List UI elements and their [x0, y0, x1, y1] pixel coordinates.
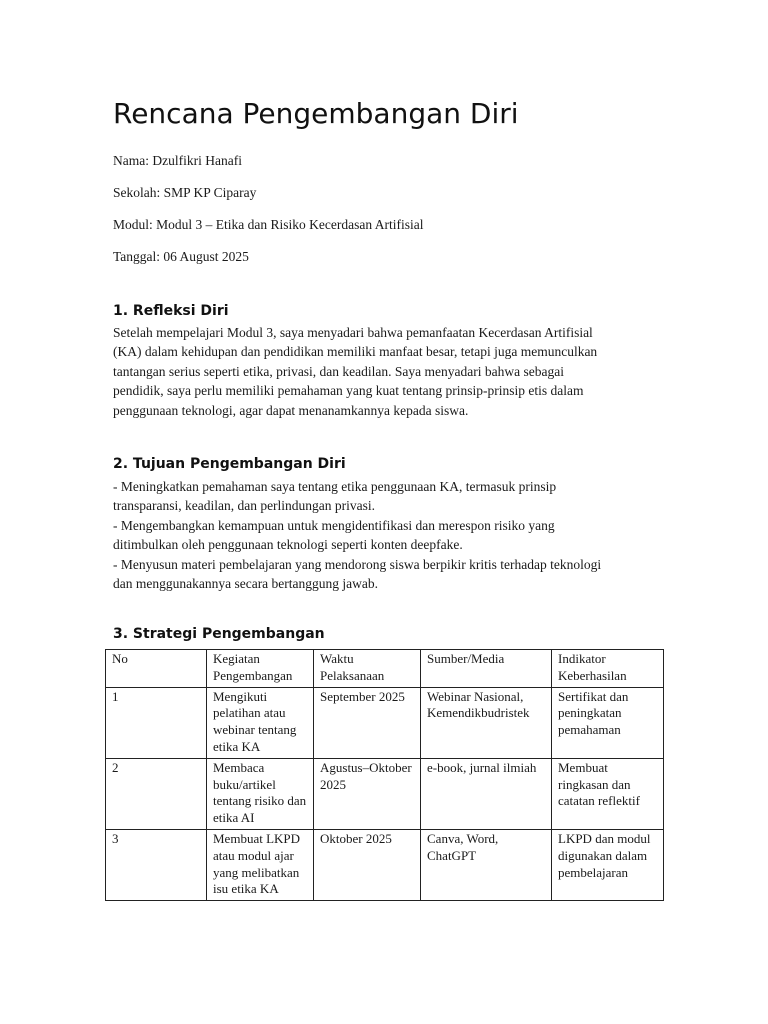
- table-cell: Mengikuti pelatihan atau webinar tentang etika KA: [207, 687, 314, 758]
- table-cell: Membuat ringkasan dan catatan reflektif: [552, 758, 664, 829]
- table-cell: Oktober 2025: [314, 829, 421, 900]
- table-header-row: [106, 650, 664, 688]
- table-cell: 1: [106, 687, 207, 758]
- table-cell: 2: [106, 758, 207, 829]
- table-header-cell: No: [106, 650, 207, 688]
- section-body-tujuan: [113, 477, 663, 593]
- table-cell: Sertifikat dan peningkatan pemahaman: [552, 687, 664, 758]
- section-heading-tujuan: 2. Tujuan Pengembangan Diri: [113, 456, 346, 472]
- meta-nama: Nama: Dzulfikri Hanafi: [113, 153, 242, 168]
- table-row: [106, 829, 664, 900]
- table-cell: Membaca buku/artikel tentang risiko dan etika AI: [207, 758, 314, 829]
- table-cell: Agustus–Oktober 2025: [314, 758, 421, 829]
- document-title: Rencana Pengembangan Diri: [113, 97, 519, 130]
- refleksi-line: penggunaan teknologi, agar dapat menanamkannya kepada siswa.: [113, 402, 469, 418]
- tujuan-line: - Mengembangkan kemampuan untuk mengidentifikasi dan merespon risiko yang: [113, 517, 555, 533]
- table-cell: Membuat LKPD atau modul ajar yang melibatkan isu etika KA: [207, 829, 314, 900]
- strategy-table: [105, 649, 664, 901]
- refleksi-line: Setelah mempelajari Modul 3, saya menyadari bahwa pemanfaatan Kecerdasan Artifisial: [113, 325, 593, 340]
- refleksi-line: (KA) dalam kehidupan dan pendidikan memiliki manfaat besar, tetapi juga memunculkan: [113, 344, 598, 360]
- section-body-refleksi: [113, 323, 663, 420]
- table-cell: Webinar Nasional, Kemendikbudristek: [421, 687, 552, 758]
- section-heading-refleksi: 1. Refleksi Diri: [113, 303, 229, 319]
- tujuan-line: dan menggunakannya secara bertanggung jawab.: [113, 576, 379, 592]
- table-header-cell: Waktu Pelaksanaan: [314, 650, 421, 688]
- meta-sekolah: Sekolah: SMP KP Ciparay: [113, 185, 257, 200]
- table-cell: September 2025: [314, 687, 421, 758]
- refleksi-line: pendidik, saya perlu memiliki pemahaman yang kuat tentang prinsip-prinsip etis dalam: [113, 383, 584, 399]
- section-heading-strategi: 3. Strategi Pengembangan: [113, 626, 325, 642]
- meta-tanggal: Tanggal: 06 August 2025: [113, 249, 249, 264]
- table-header-cell: Indikator Keberhasilan: [552, 650, 664, 688]
- table-cell: e-book, jurnal ilmiah: [421, 758, 552, 829]
- table-cell: LKPD dan modul digunakan dalam pembelajaran: [552, 829, 664, 900]
- table-cell: Canva, Word, ChatGPT: [421, 829, 552, 900]
- tujuan-line: - Meningkatkan pemahaman saya tentang etika penggunaan KA, termasuk prinsip: [113, 479, 557, 494]
- meta-modul: Modul: Modul 3 – Etika dan Risiko Kecerdasan Artifisial: [113, 217, 424, 232]
- tujuan-line: ditimbulkan oleh penggunaan teknologi seperti konten deepfake.: [113, 537, 463, 553]
- table-header-cell: Kegiatan Pengembangan: [207, 650, 314, 688]
- table-cell: 3: [106, 829, 207, 900]
- table-row: [106, 687, 664, 758]
- refleksi-line: tantangan serius seperti etika, privasi, dan keadilan. Saya menyadari bahwa sebagai: [113, 363, 564, 379]
- table-header-cell: Sumber/Media: [421, 650, 552, 688]
- tujuan-line: transparansi, keadilan, dan perlindungan privasi.: [113, 498, 376, 514]
- tujuan-line: - Menyusun materi pembelajaran yang mendorong siswa berpikir kritis terhadap teknologi: [113, 556, 602, 572]
- table-row: [106, 758, 664, 829]
